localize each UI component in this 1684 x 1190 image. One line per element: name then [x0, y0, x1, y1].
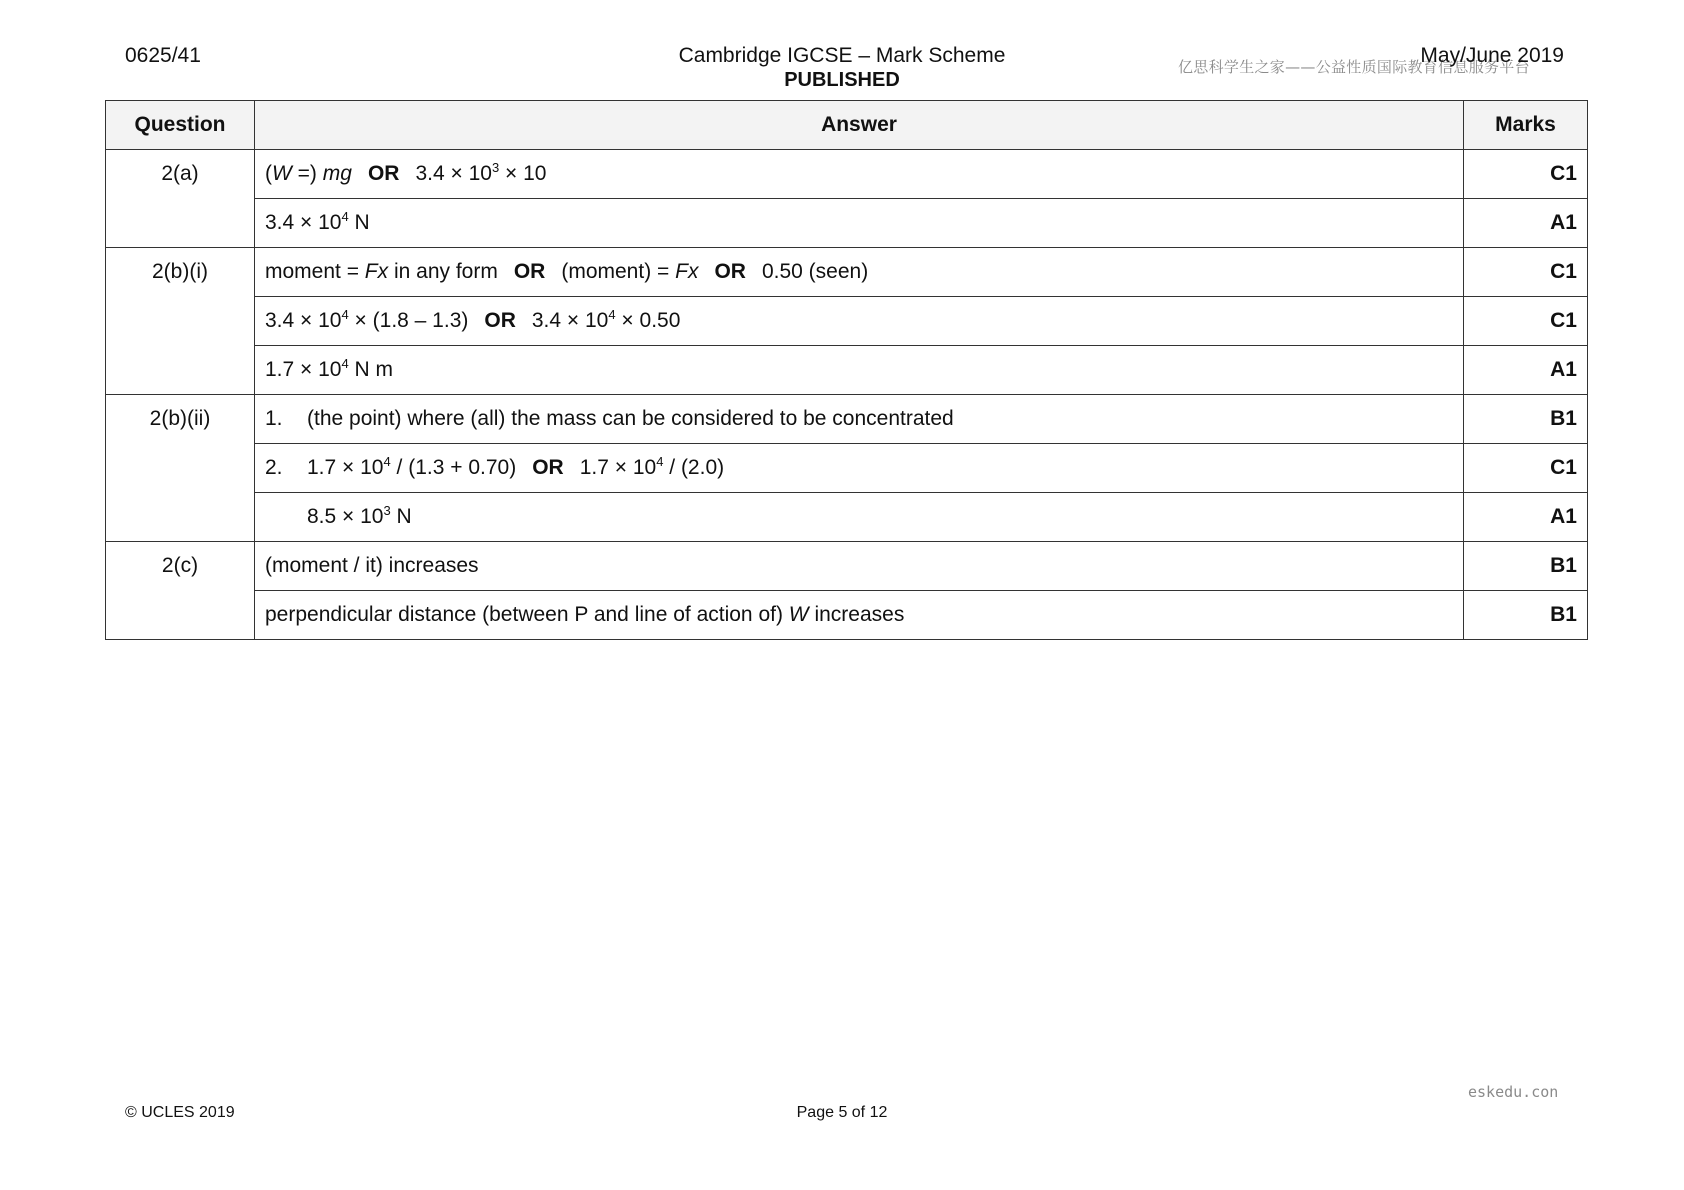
table-row — [106, 199, 1588, 248]
marks-cell: C1 — [1464, 248, 1588, 297]
marks-cell: C1 — [1464, 150, 1588, 199]
question-number: 2(a) — [106, 150, 255, 248]
table-row — [106, 493, 1588, 542]
exam-session: May/June 2019 — [1420, 44, 1564, 67]
watermark-text: 亿思科学生之家——公益性质国际教育信息服务平台 — [1178, 58, 1530, 76]
table-row — [106, 248, 1588, 297]
marks-cell: A1 — [1464, 346, 1588, 395]
answer-cell: moment = Fx in any form OR (moment) = Fx OR 0.50 (seen) — [255, 248, 1464, 297]
table-row — [106, 346, 1588, 395]
header-marks: Marks — [1464, 101, 1588, 150]
document-title: Cambridge IGCSE – Mark Scheme — [678, 44, 1006, 67]
answer-cell: $3.4 \times 10^4 \times (1.8 - 1.3)$ OR $3.4 \times 10^4 \times 0.50$ — [255, 297, 1464, 346]
answer-cell: 2. $1.7 \times 10^4 / (1.3 + 0.70)$ OR $1.7 \times 10^4 / (2.0)$ — [255, 444, 1464, 493]
marks-cell: A1 — [1464, 493, 1588, 542]
marks-cell: A1 — [1464, 199, 1588, 248]
answer-cell: (moment / it) increases — [255, 542, 1464, 591]
table-row — [106, 150, 1588, 199]
footer-watermark: eskedu.con — [1468, 1083, 1559, 1101]
marks-cell: B1 — [1464, 395, 1588, 444]
marks-cell: B1 — [1464, 542, 1588, 591]
page-number: Page 5 of 12 — [796, 1104, 888, 1121]
question-number: 2(c) — [106, 542, 255, 640]
table-row — [106, 591, 1588, 640]
marks-cell: C1 — [1464, 444, 1588, 493]
answer-cell: $8.5 \times 10^3$ N — [255, 493, 1464, 542]
table-header-row — [106, 101, 1588, 150]
header-question: Question — [106, 101, 255, 150]
answer-cell: (W =) mg OR $3.4 \times 10^3 \times 10$ — [255, 150, 1464, 199]
table-row — [106, 542, 1588, 591]
marks-cell: B1 — [1464, 591, 1588, 640]
header-answer: Answer — [255, 101, 1464, 150]
question-number: 2(b)(i) — [106, 248, 255, 395]
published-label: PUBLISHED — [784, 69, 900, 91]
copyright-notice: © UCLES 2019 — [125, 1104, 235, 1121]
marks-cell: C1 — [1464, 297, 1588, 346]
table-row — [106, 297, 1588, 346]
table-row — [106, 444, 1588, 493]
mark-scheme-table — [105, 100, 1588, 640]
answer-cell: 1. (the point) where (all) the mass can be considered to be concentrated — [255, 395, 1464, 444]
answer-cell: $1.7 \times 10^4$ N m — [255, 346, 1464, 395]
table-row — [106, 395, 1588, 444]
paper-code: 0625/41 — [125, 44, 201, 67]
question-number: 2(b)(ii) — [106, 395, 255, 542]
answer-cell: perpendicular distance (between P and line of action of) W increases — [255, 591, 1464, 640]
answer-cell: $3.4 \times 10^4$ N — [255, 199, 1464, 248]
